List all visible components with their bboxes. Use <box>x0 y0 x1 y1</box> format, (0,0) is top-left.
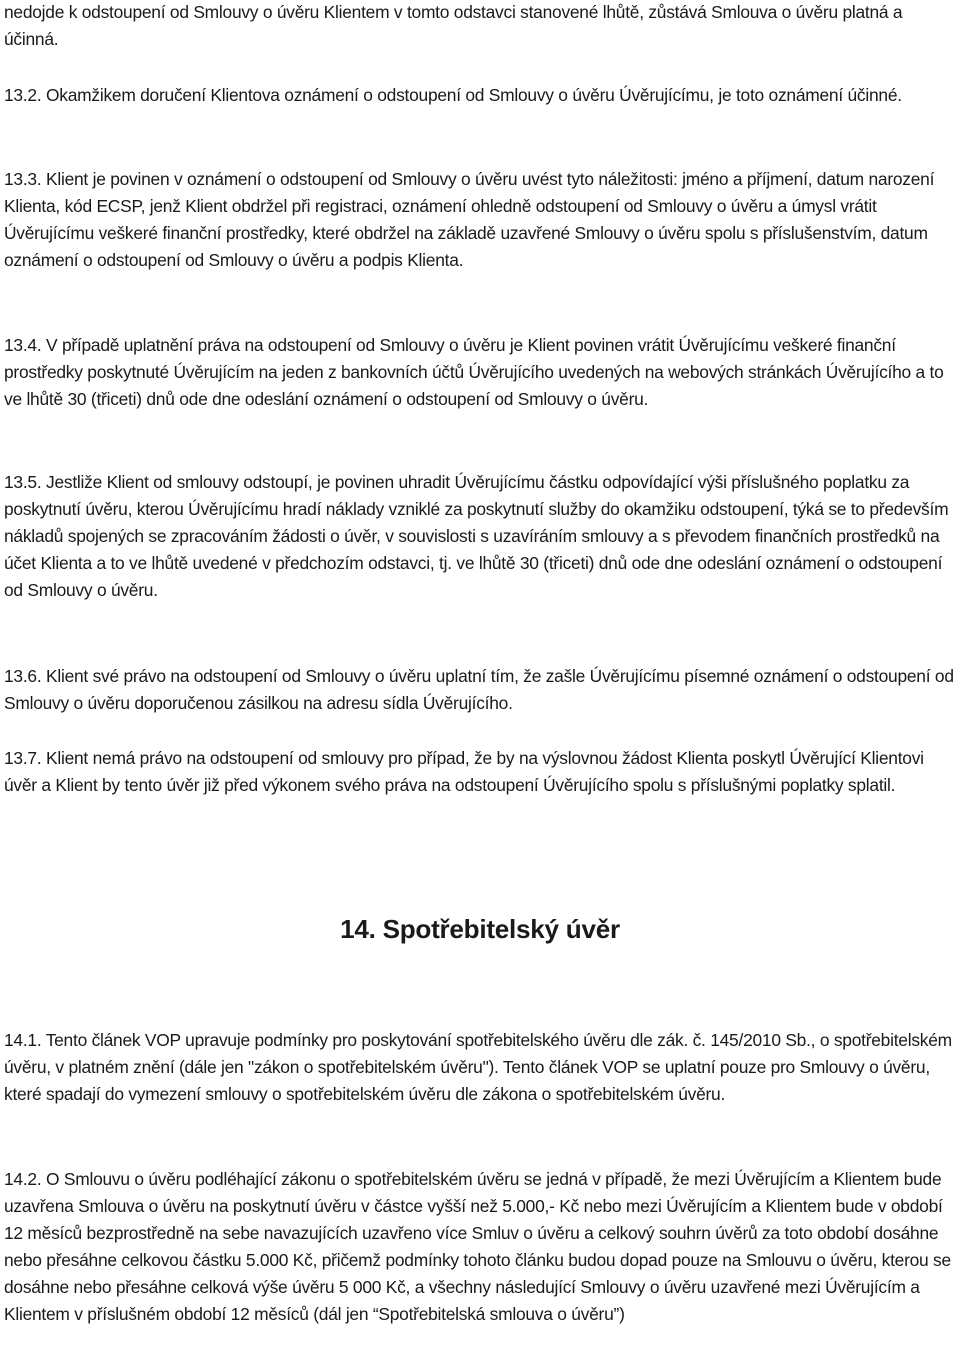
paragraph-13-5: 13.5. Jestliže Klient od smlouvy odstoupí, je povinen uhradit Úvěrujícímu částku odpovídající výši příslušného poplatku za poskytnutí úvěru, kterou Úvěrujícímu hradí náklady vzniklé za poskytnutí služby do okamžiku odstoupení, týká se to především nákladů spojených se zpracováním žádosti o úvěr, v souvislosti s uzavíráním smlouvy a s převodem finančních prostředků na účet Klienta a to ve lhůtě uvedené v předchozím odstavci, tj. ve lhůtě 30 (třiceti) dnů ode dne odeslání oznámení o odstoupení od Smlouvy o úvěru. <box>4 472 949 600</box>
paragraph-13-3: 13.3. Klient je povinen v oznámení o odstoupení od Smlouvy o úvěru uvést tyto náležitosti: jméno a příjmení, datum narození Klienta, kód ECSP, jenž Klient obdržel při registraci, oznámení ohledně odstoupení od Smlouvy o úvěru a úmysl vrátit Úvěrujícímu veškeré finanční prostředky, které obdržel na základě uzavřené Smlouvy o úvěru spolu s příslušenstvím, datum oznámení o odstoupení od Smlouvy o úvěru a podpis Klienta. <box>4 169 935 270</box>
paragraph-14-1: 14.1. Tento článek VOP upravuje podmínky pro poskytování spotřebitelského úvěru dle zák. č. 145/2010 Sb., o spotřebitelském úvěru, v platném znění (dále jen "zákon o spotřebitelském úvěru"). Tento článek VOP se uplatní pouze pro Smlouvy o úvěru, které spadají do vymezení smlouvy o spotřebitelském úvěru dle zákona o spotřebitelském úvěru. <box>4 1030 952 1104</box>
section-heading: 14. Spotřebitelský úvěr <box>340 914 620 944</box>
paragraph-13-6: 13.6. Klient své právo na odstoupení od Smlouvy o úvěru uplatní tím, že zašle Úvěrujícímu písemné oznámení o odstoupení od Smlouvy o úvěru doporučenou zásilkou na adresu sídla Úvěrujícího. <box>4 666 954 713</box>
paragraph-13-2: 13.2. Okamžikem doručení Klientova oznámení o odstoupení od Smlouvy o úvěru Úvěrujícímu, je toto oznámení účinné. <box>4 85 902 105</box>
paragraph-13-7: 13.7. Klient nemá právo na odstoupení od smlouvy pro případ, že by na výslovnou žádost Klienta poskytl Úvěrující Klientovi úvěr a Klient by tento úvěr již před výkonem svého práva na odstoupení Úvěrujícího spolu s příslušnými poplatky splatil. <box>4 748 924 795</box>
paragraph-14-2: 14.2. O Smlouvu o úvěru podléhající zákonu o spotřebitelském úvěru se jedná v případě, že mezi Úvěrujícím a Klientem bude uzavřena Smlouva o úvěru na poskytnutí úvěru v částce vyšší než 5.000,- Kč nebo mezi Úvěrujícím a Klientem bude v období 12 měsíců bezprostředně na sebe navazujících uzavřeno více Smluv o úvěru a celkový souhrn úvěrů za toto období dosáhne nebo přesáhne celkovou částku 5.000 Kč, přičemž podmínky tohoto článku budou dopad pouze na Smlouvu o úvěru, kterou se dosáhne nebo přesáhne celková výše úvěru 5 000 Kč, a všechny následující Smlouvy o úvěru uzavřené mezi Úvěrujícím a Klientem v příslušném období 12 měsíců (dál jen “Spotřebitelská smlouva o úvěru”) <box>4 1169 951 1324</box>
paragraph-13-1-end: nedojde k odstoupení od Smlouvy o úvěru Klientem v tomto odstavci stanovené lhůtě, zůstává Smlouva o úvěru platná a účinná. <box>4 2 903 49</box>
paragraph-13-4: 13.4. V případě uplatnění práva na odstoupení od Smlouvy o úvěru je Klient povinen vrátit Úvěrujícímu veškeré finanční prostředky poskytnuté Úvěrujícím na jeden z bankovních účtů Úvěrujícího uvedených na webových stránkách Úvěrujícího a to ve lhůtě 30 (třiceti) dnů ode dne odeslání oznámení o odstoupení od Smlouvy o úvěru. <box>4 335 944 409</box>
